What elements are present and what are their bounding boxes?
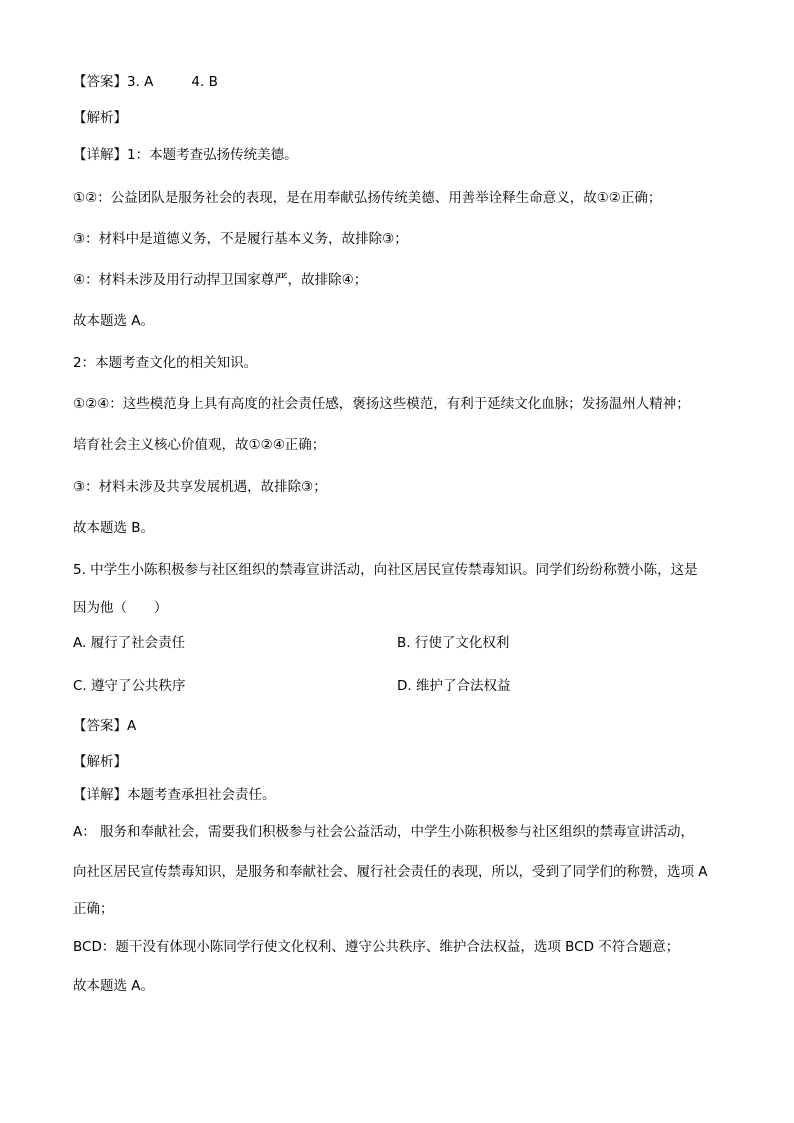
analysis-tag: 【解析】 bbox=[73, 110, 127, 126]
detail-line: 正确； bbox=[73, 901, 114, 917]
detail-text: 本题考查承担社会责任。 bbox=[127, 787, 276, 803]
detail-text: 1：本题考查弘扬传统美德。 bbox=[127, 147, 298, 163]
option-c: C. 遵守了公共秩序 bbox=[73, 678, 186, 694]
conclusion-line: 故本题选 A。 bbox=[73, 313, 155, 329]
detail-tag: 【详解】 bbox=[73, 147, 127, 163]
detail-line: ①②：公益团队是服务社会的表现，是在用奉献弘扬传统美德、用善举诠释生命意义，故①②正确； bbox=[73, 190, 662, 206]
answer-line-q3-q4 bbox=[73, 72, 733, 92]
answer-tag: 【答案】 bbox=[73, 74, 127, 90]
option-d: D. 维护了合法权益 bbox=[397, 678, 511, 694]
detail-line: ④：材料未涉及用行动捍卫国家尊严，故排除④； bbox=[73, 272, 368, 288]
detail-line: 向社区居民宣传禁毒知识，是服务和奉献社会、履行社会责任的表现，所以，受到了同学们的称赞，选项 A bbox=[73, 864, 708, 880]
answer-tag: 【答案】 bbox=[73, 718, 127, 734]
detail-line: A： 服务和奉献社会，需要我们积极参与社会公益活动，中学生小陈积极参与社区组织的禁毒宣讲活动， bbox=[73, 824, 695, 840]
detail-line-q3-intro bbox=[73, 145, 733, 165]
detail-line: ③：材料未涉及共享发展机遇，故排除③； bbox=[73, 479, 327, 495]
answer-q5: A bbox=[127, 718, 137, 734]
question-stem-line: 5. 中学生小陈积极参与社区组织的禁毒宣讲活动，向社区居民宣传禁毒知识。同学们纷纷称赞小陈，这是 bbox=[73, 562, 698, 578]
analysis-tag: 【解析】 bbox=[73, 754, 127, 770]
detail-line: BCD：题干没有体现小陈同学行使文化权利、遵守公共秩序、维护合法权益，选项 BCD 不符合题意； bbox=[73, 939, 680, 955]
answer-q3: 3. A bbox=[127, 74, 154, 90]
detail-line: ③：材料中是道德义务，不是履行基本义务，故排除③； bbox=[73, 231, 408, 247]
detail-line: 2：本题考查文化的相关知识。 bbox=[73, 355, 258, 371]
option-a: A. 履行了社会责任 bbox=[73, 635, 186, 651]
answer-q4: 4. B bbox=[191, 74, 218, 90]
detail-tag: 【详解】 bbox=[73, 787, 127, 803]
conclusion-line: 故本题选 B。 bbox=[73, 520, 155, 536]
detail-line: ①②④：这些模范身上具有高度的社会责任感，褒扬这些模范，有利于延续文化血脉；发扬温州人精神； bbox=[73, 396, 690, 412]
detail-line-q5-intro bbox=[73, 785, 733, 805]
answer-line-q5 bbox=[73, 716, 733, 736]
option-b: B. 行使了文化权利 bbox=[397, 635, 510, 651]
question-stem-line: 因为他（ ） bbox=[73, 600, 168, 616]
conclusion-line: 故本题选 A。 bbox=[73, 978, 155, 994]
detail-line: 培育社会主义核心价值观，故①②④正确； bbox=[73, 437, 326, 453]
